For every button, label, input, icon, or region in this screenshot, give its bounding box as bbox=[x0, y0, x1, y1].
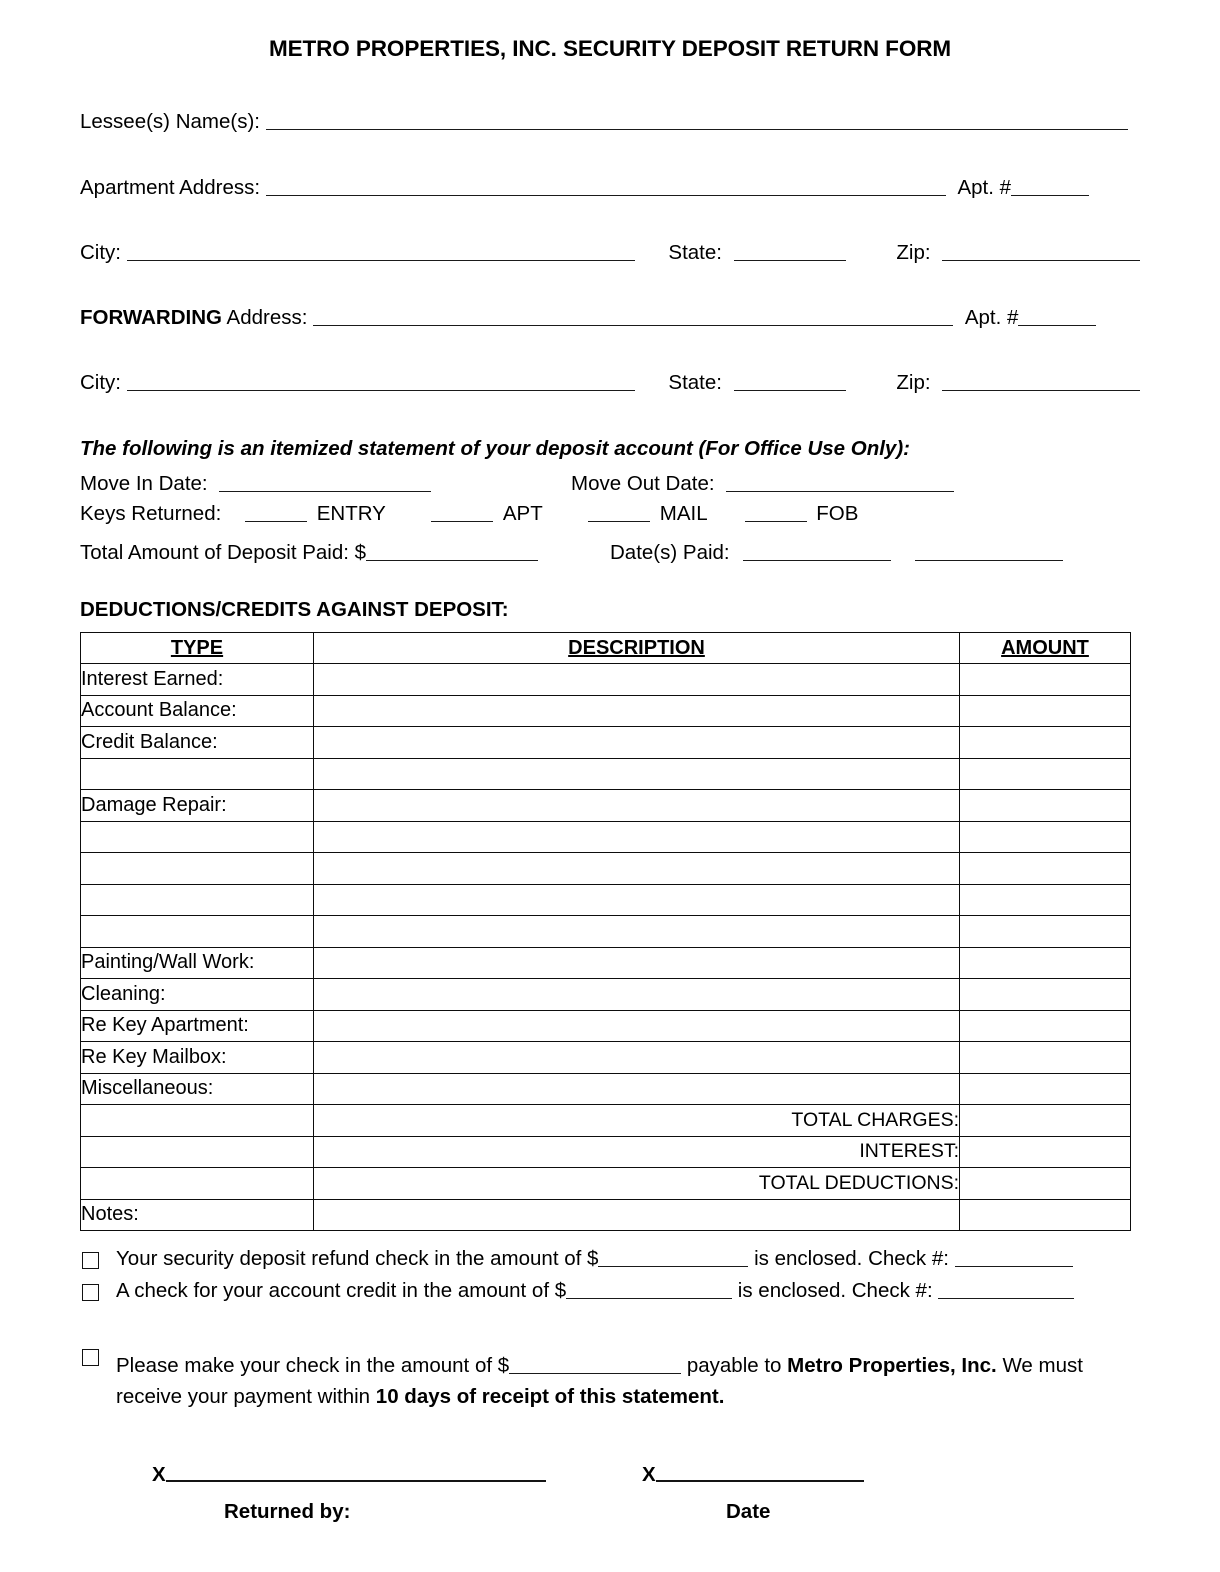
checkbox-option-1-text bbox=[116, 1247, 1073, 1271]
row-amount-cell[interactable] bbox=[960, 1042, 1131, 1074]
table-header-row bbox=[81, 633, 1131, 664]
apartment-address-label: Apartment Address: bbox=[80, 176, 261, 199]
apt-number-blank[interactable] bbox=[1011, 178, 1089, 196]
city-blank[interactable] bbox=[127, 243, 635, 261]
total-deductions-label: TOTAL DEDUCTIONS: bbox=[314, 1168, 960, 1200]
row-type-cell[interactable] bbox=[81, 758, 314, 790]
table-total-row[interactable] bbox=[81, 1168, 1131, 1200]
forwarding-address-blank[interactable] bbox=[313, 308, 953, 326]
row-description-cell[interactable] bbox=[314, 758, 960, 790]
keys-mail-label: MAIL bbox=[659, 502, 707, 525]
forwarding-address-label: Address: bbox=[221, 306, 308, 329]
signature-x-mark: X bbox=[152, 1463, 166, 1486]
total-charges-label: TOTAL CHARGES: bbox=[314, 1105, 960, 1137]
option-1-text-middle: is enclosed. Check #: bbox=[748, 1247, 955, 1270]
total-deposit-paid-blank[interactable] bbox=[366, 543, 538, 561]
field-move-out-date bbox=[571, 472, 954, 496]
move-out-date-label: Move Out Date: bbox=[571, 472, 715, 495]
option-3-amount-blank[interactable] bbox=[509, 1356, 681, 1374]
table-row[interactable] bbox=[81, 695, 1131, 727]
option-3-part2: payable to bbox=[681, 1354, 788, 1377]
row-amount-cell[interactable] bbox=[960, 821, 1131, 853]
payment-terms: 10 days of receipt of this statement. bbox=[375, 1385, 725, 1408]
total-deposit-paid-label: Total Amount of Deposit Paid: $ bbox=[80, 541, 367, 564]
checkbox-option-3-text bbox=[116, 1350, 1106, 1412]
field-apartment-address bbox=[80, 178, 1140, 199]
move-in-date-label: Move In Date: bbox=[80, 472, 208, 495]
total-row-type-cell bbox=[81, 1105, 314, 1137]
zip-blank[interactable] bbox=[942, 243, 1140, 261]
deductions-table-body bbox=[81, 664, 1131, 1231]
forwarding-state-blank[interactable] bbox=[734, 373, 846, 391]
lessee-names-label: Lessee(s) Name(s): bbox=[80, 110, 260, 133]
forwarding-zip-blank[interactable] bbox=[942, 373, 1140, 391]
total-charges-amount[interactable] bbox=[960, 1105, 1131, 1137]
city-label: City: bbox=[80, 241, 121, 264]
checkbox-make-check-payable[interactable] bbox=[82, 1349, 99, 1366]
table-row[interactable] bbox=[81, 821, 1131, 853]
table-row[interactable] bbox=[81, 727, 1131, 759]
table-row[interactable] bbox=[81, 979, 1131, 1011]
returned-by-signature-blank[interactable] bbox=[166, 1464, 546, 1482]
row-description-cell[interactable] bbox=[314, 884, 960, 916]
row-description-cell[interactable] bbox=[314, 1010, 960, 1042]
option-2-text-middle: is enclosed. Check #: bbox=[732, 1279, 939, 1302]
row-type-cell[interactable] bbox=[81, 884, 314, 916]
row-description-cell[interactable] bbox=[314, 727, 960, 759]
row-amount-cell[interactable] bbox=[960, 916, 1131, 948]
keys-apt-blank[interactable] bbox=[431, 504, 493, 522]
row-amount-cell[interactable] bbox=[960, 727, 1131, 759]
keys-entry-blank[interactable] bbox=[245, 504, 307, 522]
row-description-cell[interactable] bbox=[314, 821, 960, 853]
apartment-address-blank[interactable] bbox=[266, 178, 946, 196]
row-description-cell[interactable] bbox=[314, 790, 960, 822]
forwarding-zip-label: Zip: bbox=[896, 371, 931, 394]
row-description-cell[interactable] bbox=[314, 853, 960, 885]
notes-label: Notes: bbox=[81, 1199, 314, 1231]
table-row[interactable] bbox=[81, 884, 1131, 916]
row-description-cell[interactable] bbox=[314, 1073, 960, 1105]
forwarding-keyword: FORWARDING bbox=[80, 306, 222, 329]
signature-returned-by-line[interactable] bbox=[152, 1463, 546, 1487]
row-amount-cell[interactable] bbox=[960, 884, 1131, 916]
zip-label: Zip: bbox=[896, 241, 931, 264]
total-row-type-cell bbox=[81, 1168, 314, 1200]
row-type-cell: Miscellaneous: bbox=[81, 1073, 314, 1105]
total-row-type-cell bbox=[81, 1136, 314, 1168]
itemized-statement-heading: The following is an itemized statement of your deposit account (For Office Use Only): bbox=[80, 437, 910, 460]
forwarding-state-label: State: bbox=[668, 371, 722, 394]
date-signature-blank[interactable] bbox=[656, 1464, 864, 1482]
state-blank[interactable] bbox=[734, 243, 846, 261]
dates-paid-blank-2[interactable] bbox=[915, 543, 1063, 561]
row-description-cell[interactable] bbox=[314, 979, 960, 1011]
company-name: Metro Properties, Inc. bbox=[787, 1354, 997, 1377]
forwarding-apt-number-label: Apt. # bbox=[964, 306, 1019, 329]
row-amount-cell[interactable] bbox=[960, 664, 1131, 696]
table-row[interactable] bbox=[81, 916, 1131, 948]
table-row[interactable] bbox=[81, 1010, 1131, 1042]
checkbox-account-credit[interactable] bbox=[82, 1284, 99, 1301]
deductions-table bbox=[80, 632, 1131, 1231]
notes-amount-cell[interactable] bbox=[960, 1199, 1131, 1231]
dates-paid-blank-1[interactable] bbox=[743, 543, 891, 561]
column-header-type: TYPE bbox=[170, 636, 224, 659]
option-2-amount-blank[interactable] bbox=[566, 1281, 732, 1299]
checkbox-option-2-text bbox=[116, 1279, 1074, 1303]
row-amount-cell[interactable] bbox=[960, 979, 1131, 1011]
row-type-cell: Account Balance: bbox=[81, 695, 314, 727]
row-type-cell: Re Key Apartment: bbox=[81, 1010, 314, 1042]
table-notes-row[interactable] bbox=[81, 1199, 1131, 1231]
row-type-cell[interactable] bbox=[81, 916, 314, 948]
table-row[interactable] bbox=[81, 664, 1131, 696]
column-header-amount: AMOUNT bbox=[1001, 636, 1089, 659]
row-type-cell[interactable] bbox=[81, 853, 314, 885]
column-header-description: DESCRIPTION bbox=[568, 636, 705, 659]
forwarding-city-blank[interactable] bbox=[127, 373, 635, 391]
table-row[interactable] bbox=[81, 790, 1131, 822]
row-amount-cell[interactable] bbox=[960, 853, 1131, 885]
row-description-cell[interactable] bbox=[314, 916, 960, 948]
dates-paid-label: Date(s) Paid: bbox=[610, 541, 730, 564]
row-type-cell: Re Key Mailbox: bbox=[81, 1042, 314, 1074]
row-amount-cell[interactable] bbox=[960, 695, 1131, 727]
row-type-cell[interactable] bbox=[81, 821, 314, 853]
deductions-heading: DEDUCTIONS/CREDITS AGAINST DEPOSIT: bbox=[80, 598, 509, 621]
field-move-in-date bbox=[80, 472, 431, 496]
table-total-row[interactable] bbox=[81, 1136, 1131, 1168]
row-amount-cell[interactable] bbox=[960, 758, 1131, 790]
option-2-check-number-blank[interactable] bbox=[938, 1281, 1074, 1299]
keys-fob-label: FOB bbox=[816, 502, 859, 525]
row-amount-cell[interactable] bbox=[960, 1010, 1131, 1042]
lessee-names-blank[interactable] bbox=[266, 112, 1128, 130]
table-total-row[interactable] bbox=[81, 1105, 1131, 1137]
field-forwarding-address bbox=[80, 308, 1140, 329]
option-1-text-before: Your security deposit refund check in the amount of $ bbox=[116, 1247, 599, 1270]
keys-fob-blank[interactable] bbox=[745, 504, 807, 522]
field-city-state-zip-forwarding bbox=[80, 373, 1140, 394]
row-type-cell: Painting/Wall Work: bbox=[81, 947, 314, 979]
row-type-cell: Damage Repair: bbox=[81, 790, 314, 822]
move-out-date-blank[interactable] bbox=[726, 474, 954, 492]
row-description-cell[interactable] bbox=[314, 1042, 960, 1074]
row-type-cell: Interest Earned: bbox=[81, 664, 314, 696]
field-dates-paid bbox=[610, 541, 1063, 565]
option-3-part3: We must receive your payment within bbox=[116, 1354, 1083, 1408]
row-description-cell[interactable] bbox=[314, 947, 960, 979]
field-keys-returned bbox=[80, 502, 858, 526]
row-amount-cell[interactable] bbox=[960, 1073, 1131, 1105]
table-row[interactable] bbox=[81, 758, 1131, 790]
table-row[interactable] bbox=[81, 1042, 1131, 1074]
row-amount-cell[interactable] bbox=[960, 790, 1131, 822]
row-description-cell[interactable] bbox=[314, 664, 960, 696]
apt-number-label: Apt. # bbox=[957, 176, 1012, 199]
returned-by-caption: Returned by: bbox=[224, 1500, 351, 1523]
field-lessee-names bbox=[80, 112, 1140, 133]
option-1-check-number-blank[interactable] bbox=[955, 1249, 1073, 1267]
signature-date-x-mark: X bbox=[642, 1463, 656, 1486]
notes-description-cell[interactable] bbox=[314, 1199, 960, 1231]
interest-amount[interactable] bbox=[960, 1136, 1131, 1168]
row-type-cell: Cleaning: bbox=[81, 979, 314, 1011]
signature-date-line[interactable] bbox=[642, 1463, 864, 1487]
checkbox-security-deposit-refund[interactable] bbox=[82, 1252, 99, 1269]
field-city-state-zip-apartment bbox=[80, 243, 1140, 264]
option-2-text-before: A check for your account credit in the amount of $ bbox=[116, 1279, 567, 1302]
keys-returned-label: Keys Returned: bbox=[80, 502, 222, 525]
option-1-amount-blank[interactable] bbox=[598, 1249, 748, 1267]
table-row[interactable] bbox=[81, 853, 1131, 885]
table-row[interactable] bbox=[81, 1073, 1131, 1105]
row-amount-cell[interactable] bbox=[960, 947, 1131, 979]
keys-entry-label: ENTRY bbox=[316, 502, 386, 525]
interest-label: INTEREST: bbox=[314, 1136, 960, 1168]
forwarding-city-label: City: bbox=[80, 371, 121, 394]
option-3-part1: Please make your check in the amount of $ bbox=[116, 1354, 510, 1377]
state-label: State: bbox=[668, 241, 722, 264]
total-deductions-amount[interactable] bbox=[960, 1168, 1131, 1200]
row-description-cell[interactable] bbox=[314, 695, 960, 727]
table-row[interactable] bbox=[81, 947, 1131, 979]
keys-mail-blank[interactable] bbox=[588, 504, 650, 522]
page-title: METRO PROPERTIES, INC. SECURITY DEPOSIT RETURN FORM bbox=[268, 36, 952, 61]
move-in-date-blank[interactable] bbox=[219, 474, 431, 492]
keys-apt-label: APT bbox=[502, 502, 543, 525]
field-total-deposit-paid bbox=[80, 541, 538, 565]
row-type-cell: Credit Balance: bbox=[81, 727, 314, 759]
forwarding-apt-number-blank[interactable] bbox=[1018, 308, 1096, 326]
date-caption: Date bbox=[726, 1500, 771, 1523]
